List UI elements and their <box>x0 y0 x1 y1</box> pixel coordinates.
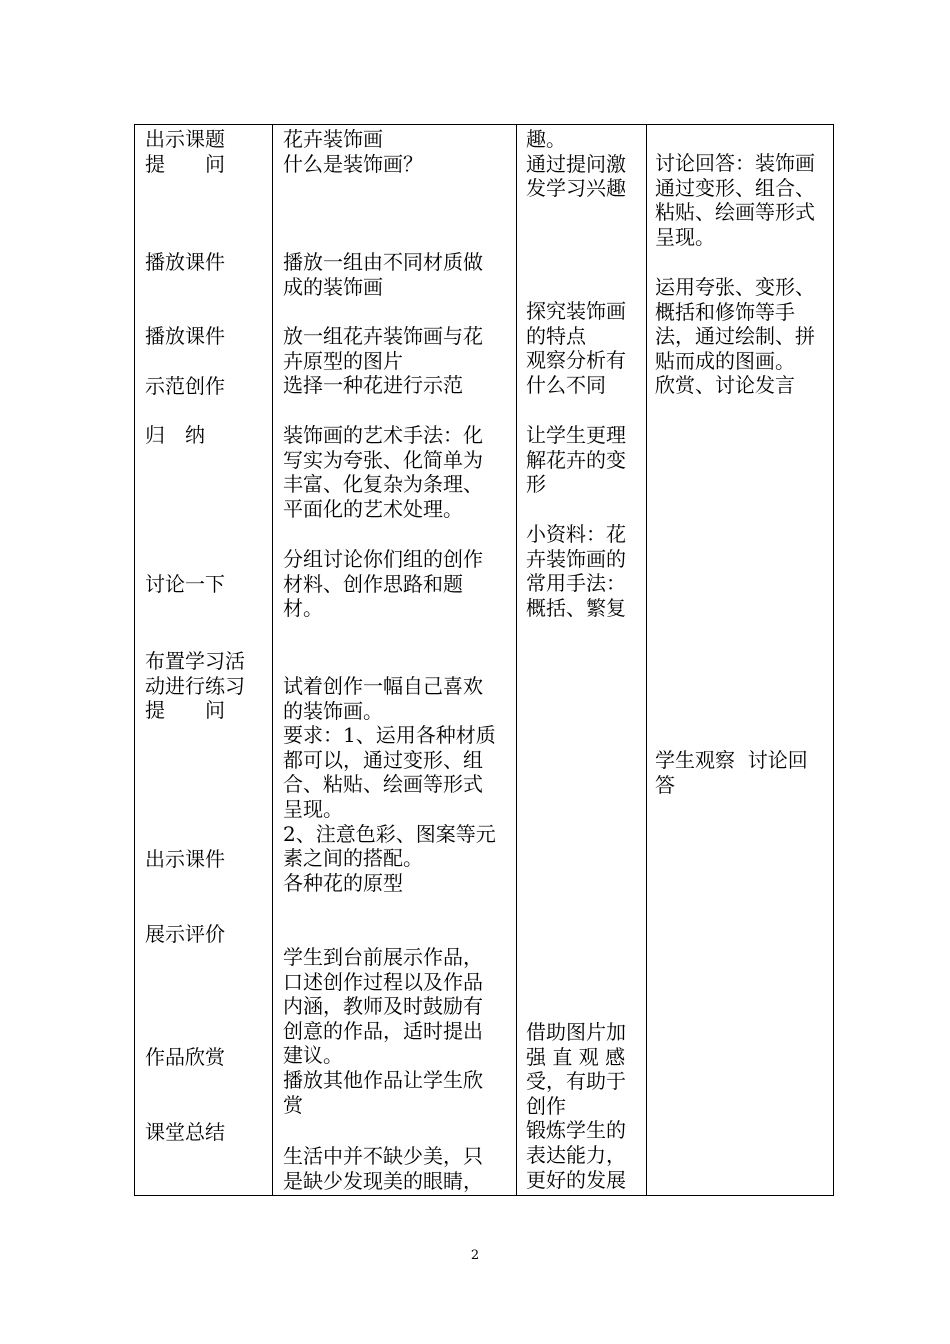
step-label: 出示课题 提 问 <box>145 127 225 176</box>
step-label: 出示课件 <box>145 847 225 871</box>
content-text: 播放一组由不同材质做 成的装饰画 <box>283 250 483 299</box>
student-activity-text: 运用夸张、变形、 概括和修饰等手 法，通过绘制、拼 贴而成的图画。 欣赏、讨论发言 <box>655 275 815 398</box>
content-text: 学生到台前展示作品， 口述创作过程以及作品 内涵，教师及时鼓励有 创意的作品，适时提出 建议。 播放其他作品让学生欣 赏 <box>283 945 483 1117</box>
student-activity-text: 讨论回答：装饰画 通过变形、组合、 粘贴、绘画等形式 呈现。 <box>655 151 815 249</box>
step-label: 展示评价 <box>145 922 225 946</box>
intent-text: 借助图片加 强 直 观 感 受，有助于 创作 锻炼学生的 表达能力， 更好的发展 <box>526 1020 626 1192</box>
step-label: 示范创作 <box>145 374 225 398</box>
step-label: 布置学习活 动进行练习 提 问 <box>145 649 245 723</box>
content-text: 试着创作一幅自己喜欢 的装饰画。 要求：1、运用各种材质 都可以，通过变形、组 合、粘贴、绘画等形式 呈现。 2、注意色彩、图案等元 素之间的搭配。 各种花的原型 <box>283 674 496 895</box>
intent-text: 小资料：花 卉装饰画的 常用手法： 概括、繁复 <box>526 522 626 620</box>
student-activity-text: 学生观察 讨论回 答 <box>655 748 808 797</box>
step-label: 播放课件 <box>145 250 225 274</box>
content-text: 装饰画的艺术手法：化 写实为夸张、化简单为 丰富、化复杂为条理、 平面化的艺术处理。 <box>283 423 483 521</box>
column-divider <box>272 125 273 1195</box>
column-divider <box>646 125 647 1195</box>
intent-text: 让学生更理 解花卉的变 形 <box>526 423 626 497</box>
step-label: 归 纳 <box>145 423 205 447</box>
content-text: 生活中并不缺少美，只 是缺少发现美的眼睛， <box>283 1144 483 1193</box>
content-text: 分组讨论你们组的创作 材料、创作思路和题 材。 <box>283 547 483 621</box>
step-label: 作品欣赏 <box>145 1045 225 1069</box>
step-label: 课堂总结 <box>145 1120 225 1144</box>
content-text: 花卉装饰画 什么是装饰画？ <box>283 127 423 176</box>
intent-text: 探究装饰画 的特点 观察分析有 什么不同 <box>526 299 626 397</box>
intent-text: 趣。 通过提问激 发学习兴趣 <box>526 127 626 201</box>
step-label: 讨论一下 <box>145 572 225 596</box>
page-number: 2 <box>470 1248 480 1263</box>
step-label: 播放课件 <box>145 324 225 348</box>
lesson-plan-table <box>134 124 834 1196</box>
content-text: 放一组花卉装饰画与花 卉原型的图片 选择一种花进行示范 <box>283 324 483 398</box>
column-divider <box>516 125 517 1195</box>
